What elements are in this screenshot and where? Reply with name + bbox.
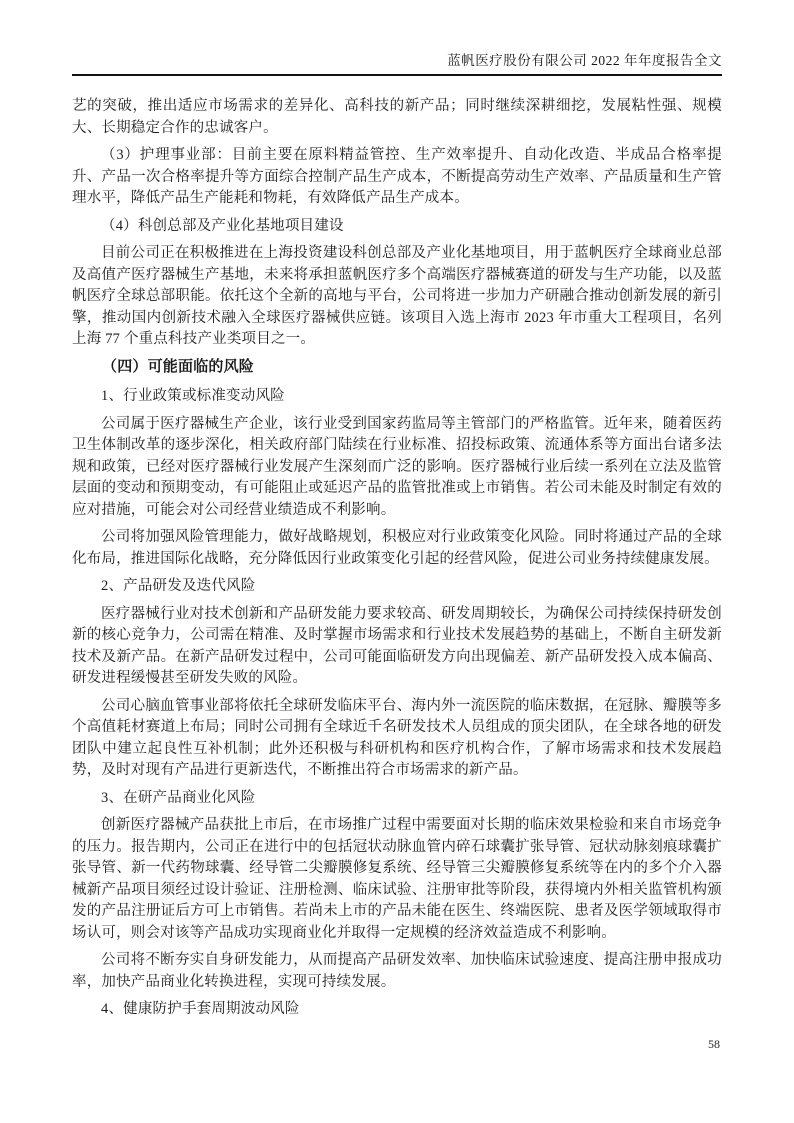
paragraph-rnd-risk-detail: 医疗器械行业对技术创新和产品研发能力要求较高、研发周期较长，为确保公司持续保持研发创新的核心竞争力，公司需在精准、及时掌握市场需求和行业技术发展趋势的基础上，不断自主研发新技术及新产品。在新产品研发过程中，公司可能面临研发方向出现偏差、新产品研发投入成本偏高、研发进程缓慢甚至研发失败的风险。: [72, 605, 722, 686]
section-heading-risks: （四）可能面临的风险: [102, 358, 255, 375]
risk-item-title-policy: 1、行业政策或标准变动风险: [101, 388, 285, 404]
paragraph-policy-risk-response: 公司将加强风险管理能力，做好战略规划，积极应对行业政策变化风险。同时将通过产品的全球化布局，推进国际化战略，充分降低因行业政策变化引起的经营风险，促进公司业务持续健康发展。: [72, 529, 722, 567]
paragraph-nursing-division: （3）护理事业部：目前主要在原料精益管控、生产效率提升、自动化改造、半成品合格率提升、产品一次合格率提升等方面综合控制产品生产成本，不断提高劳动生产效率、产品质量和生产管理水平，降低产品生产能耗和物耗，有效降低产品生产成本。: [72, 147, 722, 206]
risk-item-title-rnd: 2、产品研发及迭代风险: [101, 578, 256, 594]
risk-item-title-glove-cycle: 4、健康防护手套周期波动风险: [101, 1001, 300, 1017]
paragraph-commercialization-detail: 创新医疗器械产品获批上市后，在市场推广过程中需要面对长期的临床效果检验和来自市场竞争的压力。报告期内，公司正在进行中的包括冠状动脉血管内碎石球囊扩张导管、冠状动脉刻痕球囊扩张导管、新一代药物球囊、经导管二尖瓣膜修复系统、经导管三尖瓣膜修复系统等在内的多个介入器械新产品项目须经过设计验证、注册检测、临床试验、注册审批等阶段，获得境内外相关监管机构颁发的产品注册证后方可上市销售。若尚未上市的产品未能在医生、终端医院、患者及医学领域取得市场认可，则会对该等产品成功实现商业化并取得一定规模的经济效益造成不利影响。: [72, 817, 722, 941]
paragraph-policy-risk-detail: 公司属于医疗器械生产企业，该行业受到国家药监局等主管部门的严格监管。近年来，随着医药卫生体制改革的逐步深化，相关政府部门陆续在行业标准、招投标政策、流通体系等方面出台诸多法规和政策，已经对医疗器械行业发展产生深刻而广泛的影响。医疗器械行业后续一系列在立法及监管层面的变动和预期变动，有可能阻止或延迟产品的监管批准或上市销售。若公司未能及时制定有效的应对措施，可能会对公司经营业绩造成不利影响。: [72, 415, 722, 518]
page-header: [72, 52, 722, 76]
document-body: [72, 96, 722, 1027]
paragraph-rnd-risk-response: 公司心脑血管事业部将依托全球研发临床平台、海内外一流医院的临床数据，在冠脉、瓣膜等多个高值耗材赛道上布局；同时公司拥有全球近千名研发技术人员组成的顶尖团队，在全球各地的研发团队中建立起良性互补机制；此外还积极与科研机构和医疗机构合作，了解市场需求和技术发展趋势，及时对现有产品进行更新迭代，不断推出符合市场需求的新产品。: [72, 697, 722, 778]
page-number: 58: [708, 1037, 720, 1051]
risk-item-title-commercialization: 3、在研产品商业化风险: [101, 789, 256, 806]
paragraph-shanghai-project: 目前公司正在积极推进在上海投资建设科创总部及产业化基地项目，用于蓝帆医疗全球商业总部及高值产医疗器械生产基地，未来将承担蓝帆医疗多个高端医疗器械赛道的研发与生产功能，以及蓝帆医疗全球总部职能。依托这个全新的高地与平台，公司将进一步加力产研融合推动创新发展的新引擎，推动国内创新技术融入全球医疗器械供应链。该项目入选上海市 2023 年市重大工程项目，名列上海 77 个重点科技产业类项目之一。: [72, 245, 722, 347]
paragraph-sci-tech-hq-title: （4）科创总部及产业化基地项目建设: [101, 217, 344, 234]
paragraph-continuation: 艺的突破，推出适应市场需求的差异化、高科技的新产品；同时继续深耕细挖，发展粘性强、规模大、长期稳定合作的忠诚客户。: [72, 98, 722, 136]
report-title: 蓝帆医疗股份有限公司 2022 年年度报告全文: [447, 53, 722, 68]
paragraph-commercialization-response: 公司将不断夯实自身研发能力，从而提高产品研发效率、加快临床试验速度、提高注册申报成功率，加快产品商业化转换进程，实现可持续发展。: [72, 952, 722, 990]
